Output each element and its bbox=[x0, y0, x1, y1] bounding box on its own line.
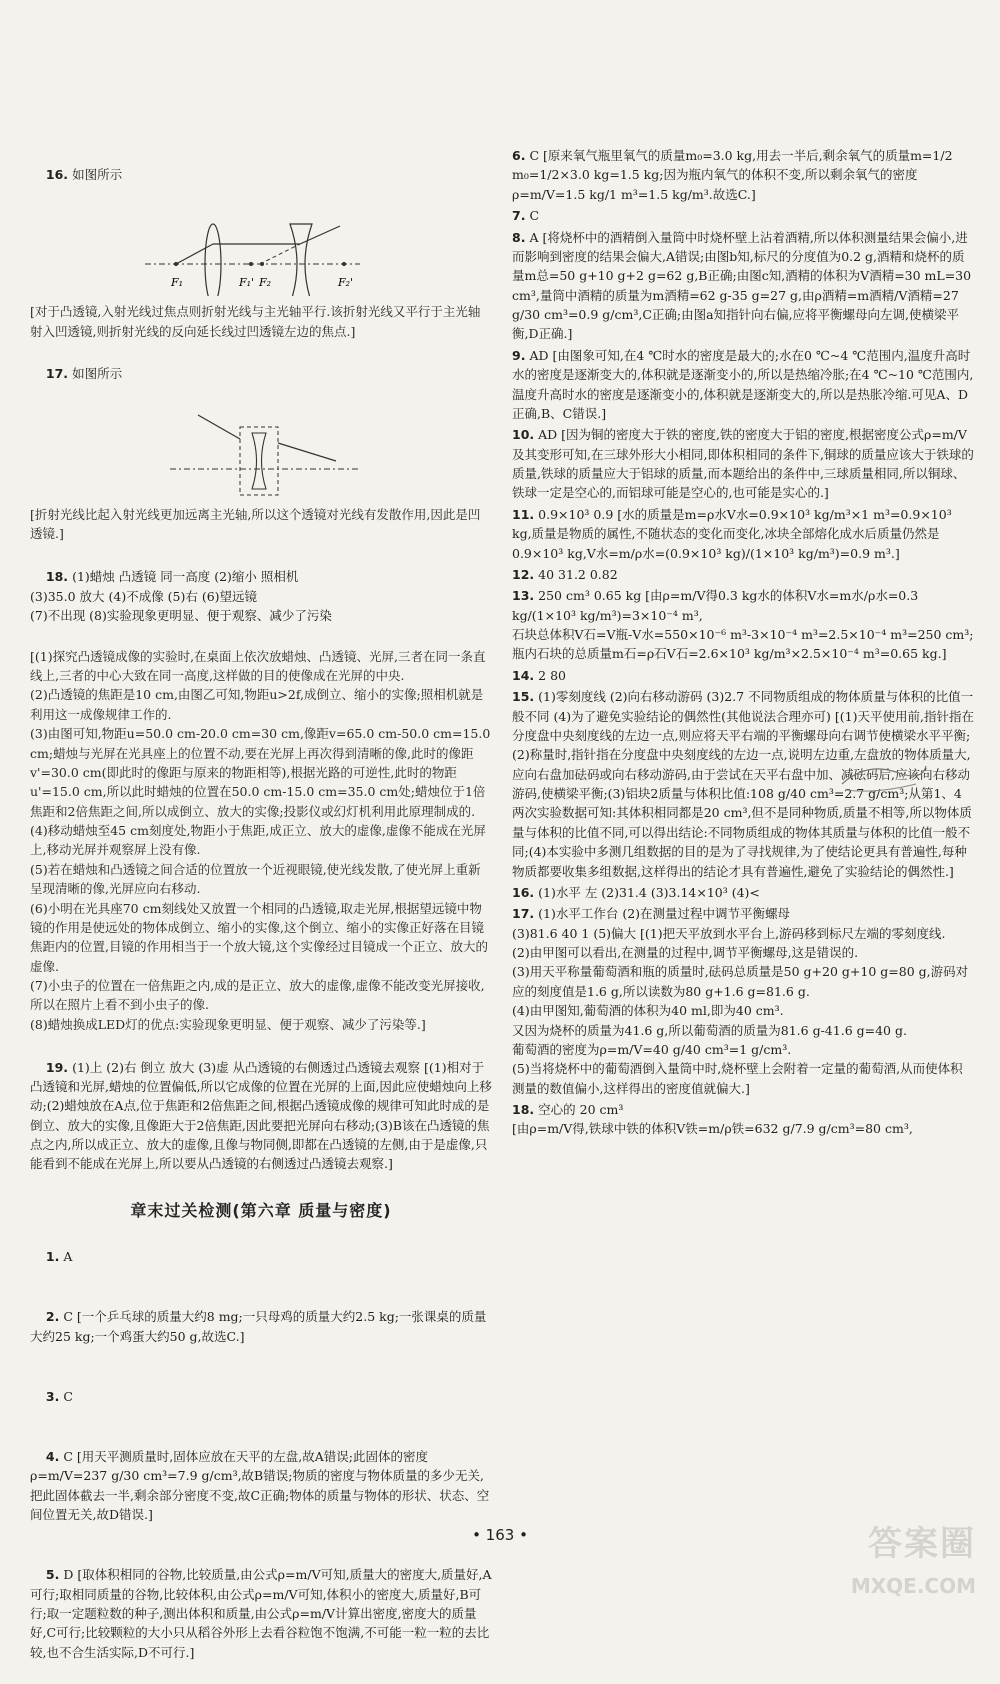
chapter-answer-2 bbox=[30, 1288, 492, 1366]
item-text: AD [因为铜的密度大于铁的密度,铁的密度大于铝的密度,根据密度公式ρ=m/V及其变形可知,在三球外形大小相同,即体积相同的条件下,铜球的质量应该大于铁球的质量,铁球的质量应大于铝球的质量,而本题给出的条件中,三球质量相同,所以铜球、铁球一定是空心的,而铝球可能是空心的,也可能是实心的.] bbox=[512, 427, 974, 501]
chapter-title: 章末过关检测(第六章 质量与密度) bbox=[130, 1201, 392, 1221]
answer-18b bbox=[512, 1100, 974, 1139]
chapter-answer-1 bbox=[30, 1228, 492, 1286]
item-number: 14. bbox=[512, 667, 535, 683]
item-number: 16. bbox=[45, 167, 69, 183]
item-number: 18. bbox=[45, 569, 69, 585]
item-text: A [将烧杯中的酒精倒入量筒中时烧杯壁上沾着酒精,所以体积测量结果会偏小,进而影响到密度的结果会偏大,A错误;由图b知,标尺的分度值为0.2 g,酒精和烧杯的质量m总=50 g+10 g+2 g=62 g,B正确;由图c知,酒精的体积为V酒精=30 mL=30 cm³,量筒中酒精的质量为m酒精=62 g-35 g=27 g,由ρ酒精=m酒精/V酒精=27 g/30 cm³=0.9 g/cm³,C正确;由图a知指针向右偏,应将平衡螺母向左调,使横梁平衡,D正确.] bbox=[512, 229, 976, 342]
incident-ray bbox=[198, 415, 240, 439]
answer-11 bbox=[512, 505, 974, 563]
item-text: 250 cm³ 0.65 kg [由ρ=m/V得0.3 kg水的体积V水=m水/ρ水=0.3 kg/(1×10³ kg/m³)=3×10⁻⁴ m³, 石块总体积V石=V瓶-V水=550×10⁻⁶ m³-3×10⁻⁴ m³=2.5×10⁻⁴ m³=250 cm³; 瓶内石块的总质量m石=ρ石V石=2.6×10³ kg/m³×2.5×10⁻⁴ m³=0.65 kg.] bbox=[512, 588, 974, 662]
item-text: 如图所示 bbox=[72, 366, 123, 382]
item-text: 如图所示 bbox=[72, 167, 123, 183]
item-number: 8. bbox=[512, 229, 526, 245]
item-number: 9. bbox=[512, 347, 526, 363]
item-text: C [原来氧气瓶里氧气的质量m₀=3.0 kg,用去一半后,剩余氧气的质量m=1/2 m₀=1/2×3.0 kg=1.5 kg;因为瓶内氧气的体积不变,所以剩余氧气的密度ρ=m/V=1.5 kg/1 m³=1.5 kg/m³.故选C.] bbox=[512, 148, 957, 202]
item-text: (1)蜡烛 凸透镜 同一高度 (2)缩小 照相机 (3)35.0 放大 (4)不成像 (5)右 (6)望远镜 (7)不出现 (8)实验现象更明显、便于观察、减少了污染 bbox=[30, 569, 332, 623]
answer-6 bbox=[512, 146, 974, 204]
item-text: C [用天平测质量时,固体应放在天平的左盘,故A错误;此固体的密度ρ=m/V=237 g/30 cm³=7.9 g/cm³,故B错误;物质的密度与物体质量的多少无关,把此固体截去一半,剩余部分密度不变,故C正确;物体的质量与物体的形状、状态、空间位置无关,故D错误.] bbox=[30, 1449, 490, 1523]
item-number: 12. bbox=[512, 566, 535, 582]
lens-diagram-17 bbox=[30, 407, 360, 499]
answer-13 bbox=[512, 586, 974, 664]
item-text: 40 31.2 0.82 bbox=[538, 566, 618, 582]
item-number: 5. bbox=[45, 1567, 60, 1583]
watermark-main: 答案圈 bbox=[868, 1524, 976, 1564]
watermark-logo bbox=[816, 1518, 976, 1598]
lens-diagram-16 bbox=[30, 208, 360, 296]
item-number: 16. bbox=[512, 884, 535, 900]
page-number: • 163 • bbox=[472, 1526, 528, 1544]
extension-line bbox=[260, 244, 300, 264]
answer-19 bbox=[30, 1038, 492, 1193]
explanation-17: [折射光线比起入射光线更加远离主光轴,所以这个透镜对光线有发散作用,因此是凹透镜.] bbox=[30, 507, 481, 542]
concave-lens bbox=[290, 224, 312, 296]
answer-8 bbox=[512, 228, 974, 344]
item-text: C [一个乒乓球的质量大约8 mg;一只母鸡的质量大约2.5 kg;一张课桌的质量大约25 kg;一个鸡蛋大约50 g,故选C.] bbox=[30, 1309, 487, 1344]
item-number: 6. bbox=[512, 148, 526, 163]
incident-ray bbox=[176, 244, 213, 264]
item-number: 3. bbox=[45, 1388, 60, 1404]
item-number: 4. bbox=[45, 1449, 60, 1465]
concave-lens bbox=[252, 433, 266, 489]
item-number: 1. bbox=[45, 1249, 60, 1265]
item-number: 10. bbox=[512, 427, 535, 443]
item-number: 11. bbox=[512, 506, 535, 522]
item-text: A bbox=[63, 1249, 73, 1265]
answer-18 bbox=[30, 548, 492, 645]
item-number: 17. bbox=[45, 366, 69, 382]
item-text: (1)零刻度线 (2)向右移动游码 (3)2.7 不同物质组成的物体质量与体积的比值一般不同 (4)为了避免实验结论的偶然性(其他说法合理亦可) [(1)天平使用前,指针指在分度盘中央刻度线的左边一点,则应将天平右端的平衡螺母向右调节使横梁水平平衡;(2)称量时,指针指在分度盘中央刻度线的左边一点,说明左边重,左盘放的物体质量大,应向右盘加砝码或向右移动游码,由于尝试在天平右盘中加、减砝码后,应该向右移动游码,使横梁平衡;(3)铝块2质量与体积比值:108 g/40 cm³=2.7 g/cm³;从第1、4两次实验数据可知:其体积相同都是20 cm³,但不是同种物质,质量不相等,所以物体质量与体积的比值不同,可以得出结论:不同物质组成的物体其质量与体积的比值一般不同;(4)本实验中多测几组数据的目的是为了寻找规律,为了使结论更具有普遍性,每种物质都要收集多组数据,这样得出的结论才具有普遍性,避免了实验结论的偶然性.] bbox=[512, 689, 974, 879]
item-text: D [取体积相同的谷物,比较质量,由公式ρ=m/V可知,质量大的密度大,质量好,A可行;取相同质量的谷物,比较体积,由公式ρ=m/V可知,体积小的密度大,质量好,B可行;取一定题粒数的种子,测出体积和质量,由公式ρ=m/V计算出密度,密度大的质量好,C可行;比较颗粒的大小只从稻谷外形上去看谷粒饱不饱满,不可能一粒一粒的去比较,也不合生活实际,D不可行.] bbox=[30, 1567, 492, 1660]
refracted-ray bbox=[278, 443, 336, 461]
handwritten-annotation bbox=[836, 754, 932, 798]
answer-16 bbox=[30, 146, 492, 204]
explanation-16: [对于凸透镜,入射光线过焦点则折射光线与主光轴平行.该折射光线又平行于主光轴射入凹透镜,则折射光线的反向延长线过凹透镜左边的焦点.] bbox=[30, 304, 481, 339]
item-text: C bbox=[63, 1388, 73, 1404]
right-column bbox=[512, 146, 974, 1141]
item-number: 19. bbox=[45, 1059, 69, 1075]
item-text: 0.9×10³ 0.9 [水的质量是m=ρ水V水=0.9×10³ kg/m³×1 m³=0.9×10³ kg,质量是物质的属性,不随状态的变化而变化,冰块全部熔化成水后质量仍然是0.9×10³ kg,V水=m/ρ水=(0.9×10³ kg)/(1×10³ kg/m³)=0.9 m³.] bbox=[512, 506, 956, 561]
item-number: 15. bbox=[512, 689, 535, 705]
item-text: (1)水平 左 (2)31.4 (3)3.14×10³ (4)< bbox=[538, 884, 760, 900]
answer-10 bbox=[512, 425, 974, 503]
label-f1: F₁ bbox=[171, 276, 184, 290]
answer-17 bbox=[30, 345, 492, 403]
answer-9 bbox=[512, 346, 974, 424]
label-f1-prime: F₁' bbox=[239, 276, 255, 290]
item-number: 2. bbox=[45, 1309, 60, 1325]
watermark-sub: MXQE.COM bbox=[850, 1573, 976, 1598]
answer-12 bbox=[512, 565, 974, 584]
item-number: 13. bbox=[512, 588, 535, 604]
item-text: C bbox=[529, 208, 540, 224]
item-number: 17. bbox=[512, 906, 535, 922]
chapter-answer-3 bbox=[30, 1368, 492, 1426]
answer-16b bbox=[512, 883, 974, 902]
chapter-answer-5 bbox=[30, 1546, 492, 1682]
item-text: AD [由图象可知,在4 ℃时水的密度是最大的;水在0 ℃~4 ℃范围内,温度升高时水的密度是逐渐变大的,体积就是逐渐变小的,所以是热缩冷胀;在4 ℃~10 ℃范围内,温度升高时水的密度是逐渐变小的,体积就是逐渐变大的,所以是热胀冷缩.可见A、D正确,B、C错误.] bbox=[512, 347, 974, 421]
convex-lens bbox=[205, 224, 221, 296]
item-number: 18. bbox=[512, 1102, 535, 1117]
item-text: 空心的 20 cm³ [由ρ=m/V得,铁球中铁的体积V铁=m/ρ铁=632 g/7.9 g/cm³=80 cm³, bbox=[512, 1102, 913, 1137]
refracted-ray bbox=[300, 226, 340, 244]
item-text: (1)上 (2)右 倒立 放大 (3)虚 从凸透镜的右侧透过凸透镜去观察 [(1)相对于凸透镜和光屏,蜡烛的位置偏低,所以它成像的位置在光屏的上面,因此应使蜡烛向上移动;(2)蜡烛放在A点,位于焦距和2倍焦距之间,根据凸透镜成像的规律可知此时成的是倒立、放大的实像,且像距大于2倍焦距,因此要把光屏向右移动;(3)B该在凸透镜的焦点之内,所以成正立、放大的虚像,且像与物同侧,即都在凸透镜的左侧,由于是虚像,只能看到不能成在光屏上,所以要从凸透镜的右侧透过凸透镜去观察.] bbox=[30, 1059, 492, 1172]
label-f2-prime: F₂' bbox=[338, 276, 354, 290]
lens-box bbox=[240, 427, 278, 495]
answer-17b bbox=[512, 904, 974, 1098]
explanation-18: [(1)探究凸透镜成像的实验时,在桌面上依次放蜡烛、凸透镜、光屏,三者在同一条直线上,三者的中心大致在同一高度,这样做的目的使像成在光屏的中央. (2)凸透镜的焦距是10 cm,由图乙可知,物距u>2f,成倒立、缩小的实像;照相机就是利用这一成像规律工作的. (3)由图可知,物距u=50.0 cm-20.0 cm=30 cm,像距v=65.0 cm-50.0 cm=15.0 cm;蜡烛与光屏在光具座上的位置不动,要在光屏上再次得到清晰的像,此时的像距v'=30.0 cm(即此时的像距与原来的物距相等),根据光路的可逆性,此时的物距u'=15.0 cm,所以此时蜡烛的位置在50.0 cm-15.0 cm=35.0 cm处;蜡烛位于1倍焦距和2倍焦距之间,所以成倒立、放大的实像;投影仪或幻灯机利用此原理制成的. (4)移动蜡烛至45 cm刻度处,物距小于焦距,成正立、放大的虚像,虚像不能成在光屏上,移动光屏并观察屏上没有像. (5)若在蜡烛和凸透镜之间合适的位置放一个近视眼镜,使光线发散,了使光屏上重新呈现清晰的像,光屏应向右移动. (6)小明在光具座70 cm刻线处又放置一个相同的凸透镜,取走光屏,根据望远镜中物镜的作用是使远处的物体成倒立、缩小的实像,这个倒立、缩小的实像正好落在目镜焦距内的位置,目镜的作用相当于一个放大镜,这个实像经过目镜成一个正立、放大的虚像. (7)小虫子的位置在一倍焦距之内,成的是正立、放大的虚像,虚像不能改变光屏接收,所以在照片上看不到小虫子的像. (8)蜡烛换成LED灯的优点:实验现象更明显、便于观察、减少了污染等.] bbox=[30, 648, 491, 1032]
item-number: 7. bbox=[512, 208, 526, 224]
item-text: (1)水平工作台 (2)在测量过程中调节平衡螺母 (3)81.6 40 1 (5)偏大 [(1)把天平放到水平台上,游码移到标尺左端的零刻度线. (2)由甲图可以看出,在测量的过程中,调节平衡螺母,这是错误的. (3)用天平称量葡萄酒和瓶的质量时,砝码总质量是50 g+20 g+10 g=80 g,游码对应的刻度值是1.6 g,所以读数为80 g+1.6 g=81.6 g. (4)由甲图知,葡萄酒的体积为40 ml,即为40 cm³. 又因为烧杯的质量为41.6 g,所以葡萄酒的质量为81.6 g-41.6 g=40 g. 葡萄酒的密度为ρ=m/V=40 g/40 cm³=1 g/cm³. (5)当将烧杯中的葡萄酒倒入量筒中时,烧杯壁上会附着一定量的葡萄酒,从而使体积测量的数值偏小,这样得出的密度值就偏大.] bbox=[512, 906, 969, 1096]
left-column bbox=[30, 146, 492, 1684]
answer-7 bbox=[512, 206, 974, 225]
answer-14 bbox=[512, 666, 974, 685]
label-f2: F₂ bbox=[259, 276, 272, 290]
item-text: 2 80 bbox=[538, 667, 566, 683]
